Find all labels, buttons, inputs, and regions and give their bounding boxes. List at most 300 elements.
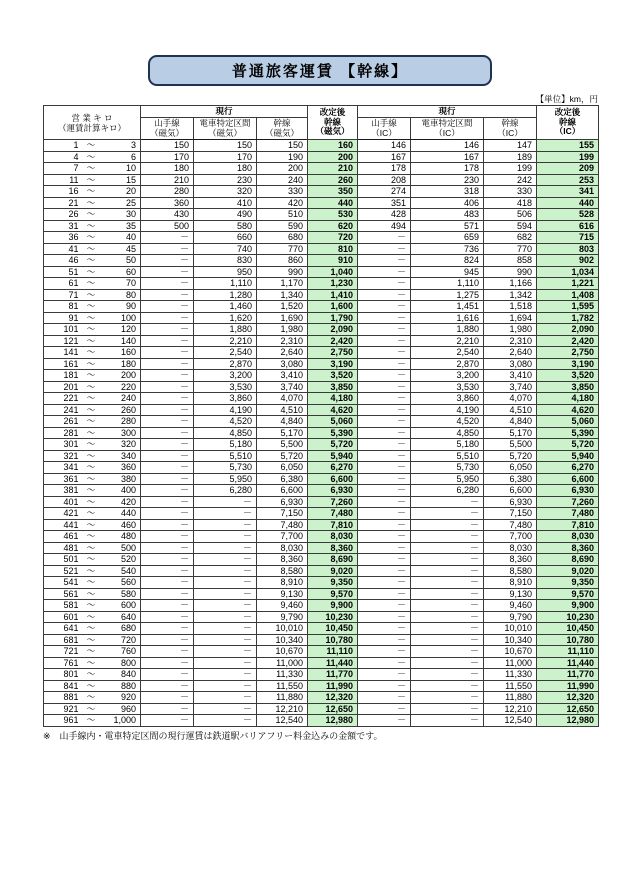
current-densha-tokutei-ic-value: 146 — [411, 140, 484, 152]
current-kansen-ic-value: 4,510 — [484, 404, 537, 416]
current-densha-tokutei-ic-value: － — [411, 519, 484, 531]
table-area — [43, 94, 598, 742]
current-densha-tokutei-magnetic-value: 230 — [194, 174, 257, 186]
tilde-separator: ～ — [86, 577, 96, 587]
current-yamanote-magnetic-value: － — [141, 600, 194, 612]
current-yamanote-ic-value: － — [358, 232, 411, 244]
table-row — [44, 197, 599, 209]
current-yamanote-ic-value: － — [358, 450, 411, 462]
revised-kansen-ic-value: 1,782 — [537, 312, 599, 324]
km-to-value: 200 — [120, 370, 136, 380]
current-kansen-magnetic-value: 5,720 — [257, 450, 308, 462]
revised-kansen-ic-value: 4,620 — [537, 404, 599, 416]
current-kansen-ic-value: 2,640 — [484, 347, 537, 359]
current-kansen-ic-value: 770 — [484, 243, 537, 255]
km-range-cell — [44, 255, 141, 267]
current-kansen-ic-value: 1,166 — [484, 278, 537, 290]
current-kansen-magnetic-value: 590 — [257, 220, 308, 232]
km-to-value: 540 — [120, 565, 136, 576]
current-kansen-magnetic-value: 240 — [257, 174, 308, 186]
current-densha-tokutei-ic-value: － — [411, 657, 484, 669]
table-row — [44, 358, 599, 370]
tilde-separator: ～ — [86, 496, 96, 507]
revised-kansen-magnetic-value: 910 — [308, 255, 358, 267]
km-range-cell — [44, 416, 141, 428]
km-column-header — [44, 106, 141, 140]
km-to-value: 440 — [120, 508, 136, 518]
current-kansen-magnetic-value: 1,980 — [257, 324, 308, 336]
revised-kansen-ic-value: 715 — [537, 232, 599, 244]
current-densha-tokutei-magnetic-value: － — [194, 703, 257, 715]
table-row — [44, 623, 599, 635]
revised-kansen-ic-value: 11,110 — [537, 646, 599, 658]
current-yamanote-magnetic-value: － — [141, 370, 194, 382]
km-range-cell — [44, 669, 141, 681]
table-row — [44, 427, 599, 439]
tilde-separator: ～ — [86, 715, 96, 725]
current-densha-tokutei-magnetic-value: 830 — [194, 255, 257, 267]
table-row — [44, 301, 599, 313]
current-densha-tokutei-ic-value: － — [411, 531, 484, 543]
current-yamanote-magnetic-value: － — [141, 692, 194, 704]
revised-kansen-magnetic-value: 2,090 — [308, 324, 358, 336]
revised-kansen-magnetic-value: 8,360 — [308, 542, 358, 554]
current-kansen-magnetic-value: 6,930 — [257, 496, 308, 508]
tilde-separator: ～ — [86, 174, 96, 185]
current-densha-tokutei-magnetic-value: 4,520 — [194, 416, 257, 428]
revised-kansen-ic-value: 7,260 — [537, 496, 599, 508]
tilde-separator: ～ — [86, 358, 96, 369]
km-range-cell — [44, 508, 141, 520]
current-yamanote-ic-value: － — [358, 680, 411, 692]
current-yamanote-ic-value: － — [358, 370, 411, 382]
current-densha-tokutei-magnetic-value: 2,540 — [194, 347, 257, 359]
current-densha-tokutei-magnetic-value: － — [194, 715, 257, 727]
revised-label-line2: 幹線 — [559, 116, 577, 127]
current-densha-tokutei-ic-value: 945 — [411, 266, 484, 278]
current-yamanote-ic-value: － — [358, 301, 411, 313]
current-densha-tokutei-magnetic-value: 170 — [194, 151, 257, 163]
current-kansen-ic-value: 11,330 — [484, 669, 537, 681]
table-row — [44, 519, 599, 531]
current-yamanote-magnetic-value: 500 — [141, 220, 194, 232]
current-densha-tokutei-ic-value: 659 — [411, 232, 484, 244]
current-densha-tokutei-magnetic-value: － — [194, 565, 257, 577]
km-to-value: 580 — [120, 588, 136, 599]
revised-kansen-ic-value: 7,480 — [537, 508, 599, 520]
km-range-cell — [44, 301, 141, 313]
current-yamanote-magnetic-value: － — [141, 565, 194, 577]
current-yamanote-magnetic-value: 150 — [141, 140, 194, 152]
revised-kansen-magnetic-value: 620 — [308, 220, 358, 232]
current-yamanote-ic-value: － — [358, 439, 411, 451]
current-yamanote-magnetic-value: － — [141, 358, 194, 370]
revised-kansen-magnetic-value: 350 — [308, 186, 358, 198]
current-yamanote-ic-value: － — [358, 600, 411, 612]
tilde-separator: ～ — [86, 370, 96, 380]
revised-kansen-ic-value: 12,650 — [537, 703, 599, 715]
current-kansen-magnetic-value: 8,030 — [257, 542, 308, 554]
revised-kansen-ic-value: 199 — [537, 151, 599, 163]
current-yamanote-magnetic-value: － — [141, 634, 194, 646]
current-densha-tokutei-magnetic-value: － — [194, 669, 257, 681]
current-yamanote-magnetic-value: － — [141, 588, 194, 600]
km-range-cell — [44, 715, 141, 727]
revised-kansen-ic-value: 8,690 — [537, 554, 599, 566]
current-densha-tokutei-ic-value: 3,200 — [411, 370, 484, 382]
magnetic-suffix: （磁気） — [207, 127, 242, 138]
current-kansen-ic-value: 6,380 — [484, 473, 537, 485]
current-yamanote-magnetic-value: － — [141, 266, 194, 278]
table-row — [44, 646, 599, 658]
revised-kansen-ic-value: 6,270 — [537, 462, 599, 474]
table-row — [44, 692, 599, 704]
tilde-separator: ～ — [86, 600, 96, 610]
current-yamanote-magnetic-value: － — [141, 531, 194, 543]
table-row — [44, 186, 599, 198]
current-kansen-magnetic-value: 3,740 — [257, 381, 308, 393]
current-yamanote-ic-value: 351 — [358, 197, 411, 209]
table-row — [44, 266, 599, 278]
current-magnetic-group-header: 現行 — [141, 106, 308, 118]
fare-table — [43, 105, 599, 727]
current-kansen-magnetic-value: 2,310 — [257, 335, 308, 347]
km-to-value: 140 — [120, 335, 136, 346]
revised-kansen-magnetic-value: 160 — [308, 140, 358, 152]
table-row — [44, 715, 599, 727]
ic-suffix: （IC） — [434, 127, 460, 138]
km-from-value: 521 — [63, 565, 79, 576]
revised-kansen-ic-value: 2,420 — [537, 335, 599, 347]
revised-kansen-magnetic-value: 6,600 — [308, 473, 358, 485]
revised-kansen-magnetic-value: 4,620 — [308, 404, 358, 416]
km-to-value: 360 — [120, 462, 136, 472]
km-to-value: 560 — [120, 577, 136, 587]
table-row — [44, 439, 599, 451]
header-group-row — [44, 106, 599, 118]
current-kansen-magnetic-value: 1,170 — [257, 278, 308, 290]
current-densha-tokutei-ic-value: 1,616 — [411, 312, 484, 324]
table-row — [44, 634, 599, 646]
revised-kansen-ic-value: 1,408 — [537, 289, 599, 301]
current-yamanote-ic-value: － — [358, 554, 411, 566]
current-yamanote-magnetic-value: 360 — [141, 197, 194, 209]
revised-kansen-ic-value: 5,390 — [537, 427, 599, 439]
current-densha-tokutei-magnetic-value: － — [194, 577, 257, 589]
km-from-value: 481 — [63, 542, 79, 553]
current-yamanote-ic-value: － — [358, 427, 411, 439]
revised-kansen-magnetic-value: 5,390 — [308, 427, 358, 439]
current-yamanote-magnetic-value: 210 — [141, 174, 194, 186]
km-to-value: 480 — [120, 531, 136, 541]
revised-label-line1: 改定後 — [554, 107, 581, 118]
current-kansen-magnetic-value: 4,070 — [257, 393, 308, 405]
tilde-separator: ～ — [86, 646, 96, 656]
current-kansen-ic-value: 8,910 — [484, 577, 537, 589]
current-kansen-ic-value: 5,720 — [484, 450, 537, 462]
tilde-separator: ～ — [86, 611, 96, 622]
km-to-value: 960 — [120, 703, 136, 714]
revised-kansen-magnetic-value: 7,810 — [308, 519, 358, 531]
current-yamanote-ic-value: － — [358, 611, 411, 623]
current-yamanote-ic-value: － — [358, 473, 411, 485]
current-yamanote-ic-value: － — [358, 358, 411, 370]
km-from-value: 801 — [63, 669, 79, 679]
current-densha-tokutei-magnetic-value: 3,860 — [194, 393, 257, 405]
revised-kansen-magnetic-value: 530 — [308, 209, 358, 221]
current-kansen-ic-value: 10,010 — [484, 623, 537, 635]
current-densha-tokutei-magnetic-value: 2,210 — [194, 335, 257, 347]
km-range-cell — [44, 450, 141, 462]
current-kansen-ic-value: 9,460 — [484, 600, 537, 612]
current-yamanote-magnetic-value: － — [141, 519, 194, 531]
current-yamanote-magnetic-value: － — [141, 554, 194, 566]
table-row — [44, 588, 599, 600]
table-row — [44, 232, 599, 244]
current-kansen-magnetic-value: 4,840 — [257, 416, 308, 428]
table-row — [44, 381, 599, 393]
revised-kansen-magnetic-value: 5,720 — [308, 439, 358, 451]
current-kansen-magnetic-value: 680 — [257, 232, 308, 244]
tilde-separator: ～ — [86, 473, 96, 484]
current-yamanote-magnetic-value: 280 — [141, 186, 194, 198]
current-yamanote-magnetic-value: － — [141, 577, 194, 589]
km-range-cell — [44, 393, 141, 405]
revised-kansen-magnetic-value: 200 — [308, 151, 358, 163]
revised-kansen-magnetic-value: 12,650 — [308, 703, 358, 715]
table-row — [44, 496, 599, 508]
table-row — [44, 600, 599, 612]
table-row — [44, 542, 599, 554]
revised-kansen-ic-value: 1,221 — [537, 278, 599, 290]
current-kansen-magnetic-value: 6,050 — [257, 462, 308, 474]
kansen-label: 幹線 — [273, 118, 291, 128]
km-to-value: 90 — [125, 301, 136, 311]
current-kansen-ic-value: 8,360 — [484, 554, 537, 566]
km-from-value: 721 — [63, 646, 79, 656]
km-from-value: 501 — [63, 554, 79, 564]
revised-kansen-ic-value: 3,850 — [537, 381, 599, 393]
current-yamanote-ic-value: － — [358, 312, 411, 324]
current-densha-tokutei-ic-value: － — [411, 588, 484, 600]
current-yamanote-ic-value: － — [358, 416, 411, 428]
km-from-value: 361 — [63, 473, 79, 484]
current-densha-tokutei-ic-value: 5,510 — [411, 450, 484, 462]
current-kansen-magnetic-value: 6,380 — [257, 473, 308, 485]
tilde-separator: ～ — [86, 140, 96, 150]
revised-kansen-magnetic-value: 12,320 — [308, 692, 358, 704]
current-kansen-ic-value: 1,518 — [484, 301, 537, 313]
km-to-value: 20 — [125, 186, 136, 196]
current-densha-tokutei-magnetic-value: － — [194, 554, 257, 566]
current-densha-tokutei-ic-value: 167 — [411, 151, 484, 163]
revised-kansen-ic-value: 253 — [537, 174, 599, 186]
tilde-separator: ～ — [86, 381, 96, 392]
km-to-value: 280 — [120, 416, 136, 426]
km-from-value: 141 — [63, 347, 79, 357]
revised-kansen-magnetic-value: 3,850 — [308, 381, 358, 393]
current-kansen-ic-value: 7,150 — [484, 508, 537, 520]
current-densha-tokutei-ic-value: 571 — [411, 220, 484, 232]
km-from-value: 46 — [68, 255, 79, 265]
current-kansen-ic-value: 189 — [484, 151, 537, 163]
table-row — [44, 347, 599, 359]
km-range-cell — [44, 496, 141, 508]
densha-tokutei-label: 電車特定区間 — [421, 118, 473, 128]
revised-kansen-magnetic-value: 12,980 — [308, 715, 358, 727]
table-row — [44, 370, 599, 382]
current-densha-tokutei-magnetic-value: 490 — [194, 209, 257, 221]
km-from-value: 31 — [68, 220, 79, 231]
current-densha-tokutei-ic-value: 483 — [411, 209, 484, 221]
km-from-value: 91 — [68, 312, 79, 323]
current-yamanote-ic-value: － — [358, 393, 411, 405]
revised-kansen-magnetic-value: 9,570 — [308, 588, 358, 600]
km-to-value: 920 — [120, 692, 136, 702]
revised-kansen-magnetic-value: 10,450 — [308, 623, 358, 635]
current-densha-tokutei-ic-value: － — [411, 508, 484, 520]
km-from-value: 4 — [73, 151, 79, 162]
km-range-cell — [44, 531, 141, 543]
current-kansen-magnetic-value: 10,010 — [257, 623, 308, 635]
current-densha-tokutei-magnetic-value: 6,280 — [194, 485, 257, 497]
current-yamanote-magnetic-value: － — [141, 473, 194, 485]
km-to-value: 60 — [125, 266, 136, 277]
page-title-text: 普通旅客運賃 【幹線】 — [231, 63, 409, 80]
current-kansen-ic-value: 6,930 — [484, 496, 537, 508]
table-row — [44, 416, 599, 428]
current-yamanote-magnetic-value: － — [141, 232, 194, 244]
current-kansen-ic-value: 8,030 — [484, 542, 537, 554]
table-row — [44, 485, 599, 497]
current-kansen-ic-value: 418 — [484, 197, 537, 209]
revised-kansen-magnetic-value: 2,750 — [308, 347, 358, 359]
tilde-separator: ～ — [86, 485, 96, 495]
current-kansen-ic-value: 10,340 — [484, 634, 537, 646]
current-densha-tokutei-ic-value: 824 — [411, 255, 484, 267]
current-yamanote-ic-value: － — [358, 381, 411, 393]
revised-kansen-ic-value: 12,320 — [537, 692, 599, 704]
km-to-value: 1,000 — [113, 715, 136, 725]
current-kansen-ic-value: 594 — [484, 220, 537, 232]
km-from-value: 181 — [63, 370, 79, 380]
tilde-separator: ～ — [86, 347, 96, 357]
km-from-value: 601 — [63, 611, 79, 622]
km-range-cell — [44, 347, 141, 359]
current-kansen-magnetic-value: 11,000 — [257, 657, 308, 669]
table-row — [44, 450, 599, 462]
km-from-value: 541 — [63, 577, 79, 587]
current-kansen-magnetic-value: 1,340 — [257, 289, 308, 301]
current-yamanote-ic-value: － — [358, 335, 411, 347]
current-yamanote-magnetic-value: 430 — [141, 209, 194, 221]
table-row — [44, 554, 599, 566]
table-row — [44, 312, 599, 324]
current-densha-tokutei-magnetic-value: － — [194, 634, 257, 646]
current-densha-tokutei-magnetic-value: 5,730 — [194, 462, 257, 474]
current-densha-tokutei-ic-value: 4,190 — [411, 404, 484, 416]
current-kansen-magnetic-value: 330 — [257, 186, 308, 198]
current-yamanote-magnetic-value: － — [141, 623, 194, 635]
current-kansen-magnetic-value: 11,550 — [257, 680, 308, 692]
current-kansen-magnetic-value: 990 — [257, 266, 308, 278]
current-yamanote-ic-value: － — [358, 646, 411, 658]
kansen-magnetic-header — [257, 118, 308, 140]
km-to-value: 720 — [120, 634, 136, 645]
current-yamanote-ic-value: － — [358, 577, 411, 589]
current-kansen-magnetic-value: 7,480 — [257, 519, 308, 531]
current-densha-tokutei-ic-value: 5,730 — [411, 462, 484, 474]
km-range-cell — [44, 542, 141, 554]
revised-kansen-magnetic-value: 6,270 — [308, 462, 358, 474]
current-yamanote-magnetic-value: 180 — [141, 163, 194, 175]
km-from-value: 641 — [63, 623, 79, 633]
km-range-cell — [44, 209, 141, 221]
current-densha-tokutei-ic-value: 2,210 — [411, 335, 484, 347]
revised-kansen-magnetic-value: 1,410 — [308, 289, 358, 301]
current-densha-tokutei-ic-value: 3,860 — [411, 393, 484, 405]
yamanote-label: 山手線 — [154, 118, 180, 128]
km-to-value: 840 — [120, 669, 136, 679]
km-range-cell — [44, 278, 141, 290]
km-to-value: 30 — [125, 209, 136, 219]
km-range-cell — [44, 289, 141, 301]
table-row — [44, 174, 599, 186]
km-range-cell — [44, 519, 141, 531]
current-yamanote-ic-value: － — [358, 278, 411, 290]
revised-label-line2: 幹線 — [324, 116, 342, 127]
km-from-value: 421 — [63, 508, 79, 518]
kansen-ic-header — [484, 118, 537, 140]
current-kansen-magnetic-value: 150 — [257, 140, 308, 152]
km-to-value: 880 — [120, 680, 136, 691]
km-to-value: 320 — [120, 439, 136, 449]
km-from-value: 51 — [68, 266, 79, 277]
current-yamanote-magnetic-value: － — [141, 680, 194, 692]
km-range-cell — [44, 370, 141, 382]
revised-kansen-magnetic-value: 4,180 — [308, 393, 358, 405]
current-densha-tokutei-ic-value: 1,451 — [411, 301, 484, 313]
km-to-value: 400 — [120, 485, 136, 495]
tilde-separator: ～ — [86, 232, 96, 242]
revised-kansen-ic-value: 803 — [537, 243, 599, 255]
revised-kansen-ic-value: 9,900 — [537, 600, 599, 612]
revised-kansen-magnetic-value: 11,110 — [308, 646, 358, 658]
yamanote-ic-header — [358, 118, 411, 140]
revised-kansen-magnetic-value: 3,190 — [308, 358, 358, 370]
km-range-cell — [44, 657, 141, 669]
km-to-value: 220 — [120, 381, 136, 392]
tilde-separator: ～ — [86, 278, 96, 288]
revised-kansen-ic-value: 155 — [537, 140, 599, 152]
table-row — [44, 209, 599, 221]
current-yamanote-magnetic-value: － — [141, 715, 194, 727]
km-from-value: 841 — [63, 680, 79, 691]
km-range-cell — [44, 692, 141, 704]
current-kansen-ic-value: 12,540 — [484, 715, 537, 727]
current-yamanote-magnetic-value: － — [141, 393, 194, 405]
revised-kansen-ic-value: 1,595 — [537, 301, 599, 313]
revised-kansen-ic-value: 11,990 — [537, 680, 599, 692]
tilde-separator: ～ — [86, 186, 96, 196]
revised-kansen-magnetic-value: 9,350 — [308, 577, 358, 589]
current-kansen-ic-value: 11,550 — [484, 680, 537, 692]
current-kansen-magnetic-value: 12,540 — [257, 715, 308, 727]
current-yamanote-magnetic-value: － — [141, 496, 194, 508]
revised-kansen-magnetic-value: 6,930 — [308, 485, 358, 497]
current-kansen-ic-value: 6,050 — [484, 462, 537, 474]
revised-kansen-magnetic-value: 8,030 — [308, 531, 358, 543]
